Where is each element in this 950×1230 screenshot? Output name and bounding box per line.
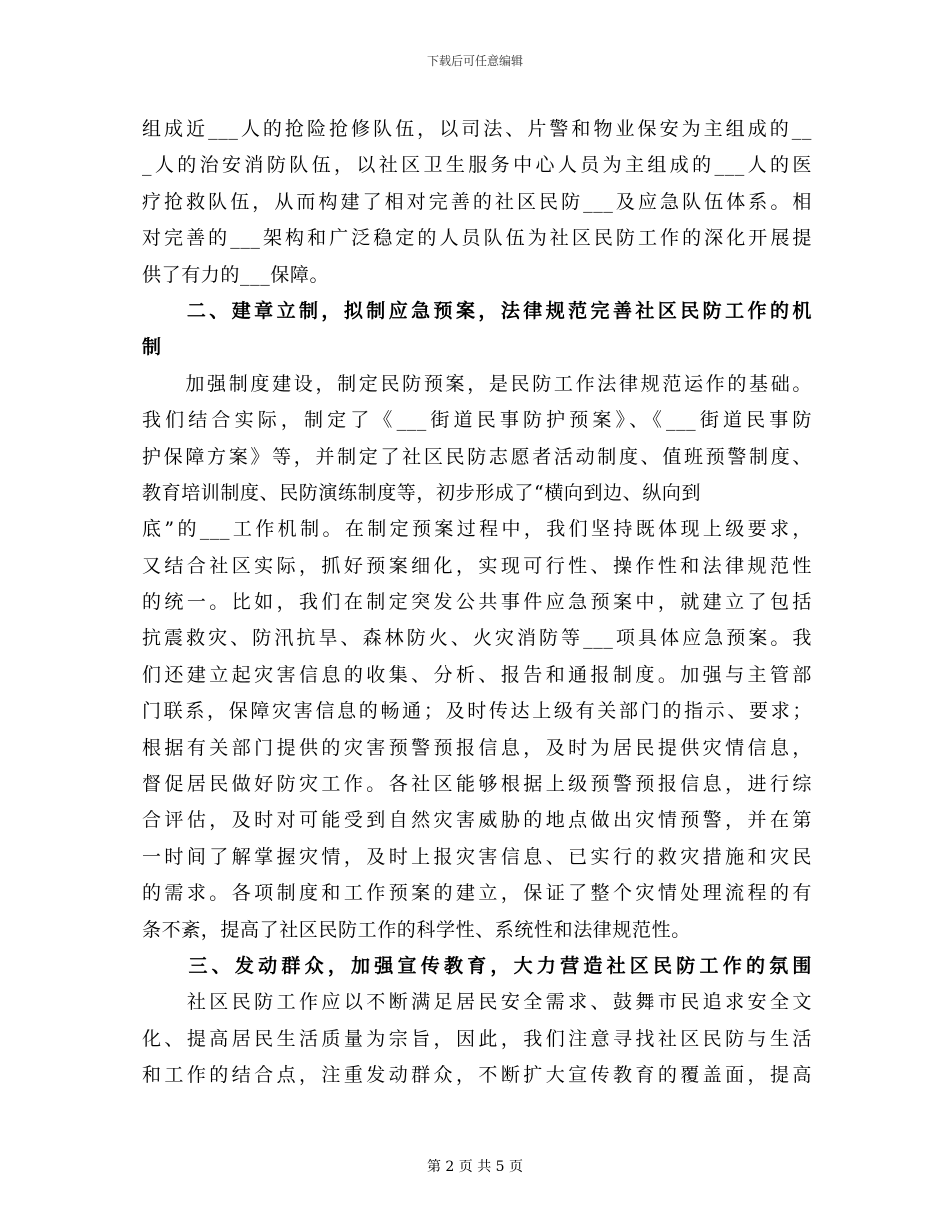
paragraph-line: 教育培训制度、民防演练制度等，初步形成了“横向到边、纵向到	[142, 481, 702, 504]
paragraph-line: 督促居民做好防灾工作。各社区能够根据上级预警预报信息，进行综	[142, 773, 812, 796]
paragraph-line: 供了有力的___保障。	[142, 263, 330, 286]
paragraph-line: 一时间了解掌握灾情，及时上报灾害信息、已实行的救灾措施和灾民	[142, 845, 812, 868]
paragraph-line: 对完善的___架构和广泛稳定的人员队伍为社区民防工作的深化开展提	[142, 227, 812, 250]
paragraph-line: _人的治安消防队伍，以社区卫生服务中心人员为主组成的___人的医	[142, 154, 812, 177]
paragraph-line: 们还建立起灾害信息的收集、分析、报告和通报制度。加强与主管部	[142, 663, 812, 686]
paragraph-line: 抗震救灾、防汛抗旱、森林防火、火灾消防等___项具体应急预案。我	[142, 627, 812, 650]
section-heading-line: 制	[142, 336, 162, 359]
paragraph-line: 条不紊，提高了社区民防工作的科学性、系统性和法律规范性。	[142, 918, 691, 941]
paragraph-line: 和工作的结合点，注重发动群众，不断扩大宣传教育的覆盖面，提高	[142, 1064, 812, 1087]
paragraph-line: 的需求。各项制度和工作预案的建立，保证了整个灾情处理流程的有	[142, 882, 812, 905]
paragraph-line: 又结合社区实际，抓好预案细化，实现可行性、操作性和法律规范性	[142, 554, 812, 577]
paragraph-line: 化、提高居民生活质量为宗旨，因此，我们注意寻找社区民防与生活	[142, 1027, 812, 1050]
section-heading-line: 三、发动群众，加强宣传教育，大力营造社区民防工作的氛围	[142, 954, 812, 977]
paragraph-line: 我们结合实际，制定了《___街道民事防护预案》、《___街道民事防	[142, 409, 812, 432]
paragraph-line: 组成近___人的抢险抢修队伍，以司法、片警和物业保安为主组成的__	[142, 118, 812, 140]
paragraph-line: 根据有关部门提供的灾害预警预报信息，及时为居民提供灾情信息，	[142, 736, 812, 759]
paragraph-line: 疗抢救队伍，从而构建了相对完善的社区民防___及应急队伍体系。相	[142, 190, 812, 213]
section-heading-line: 二、建章立制，拟制应急预案，法律规范完善社区民防工作的机	[142, 299, 812, 322]
page-number: 第 2 页 共 5 页	[426, 1159, 524, 1175]
paragraph-line: 社区民防工作应以不断满足居民安全需求、鼓舞市民追求安全文	[142, 991, 812, 1014]
document-body	[142, 111, 812, 1094]
paragraph-line: 底”的___工作机制。在制定预案过程中，我们坚持既体现上级要求，	[142, 518, 812, 541]
paragraph-line: 的统一。比如，我们在制定突发公共事件应急预案中，就建立了包括	[142, 591, 812, 614]
paragraph-line: 护保障方案》等，并制定了社区民防志愿者活动制度、值班预警制度、	[142, 445, 812, 468]
paragraph-line: 合评估，及时对可能受到自然灾害威胁的地点做出灾情预警，并在第	[142, 809, 812, 832]
paragraph-line: 门联系，保障灾害信息的畅通；及时传达上级有关部门的指示、要求；	[142, 700, 812, 723]
paragraph-line: 加强制度建设，制定民防预案，是民防工作法律规范运作的基础。	[142, 372, 812, 395]
page-header: 下载后可任意编辑	[426, 54, 523, 68]
